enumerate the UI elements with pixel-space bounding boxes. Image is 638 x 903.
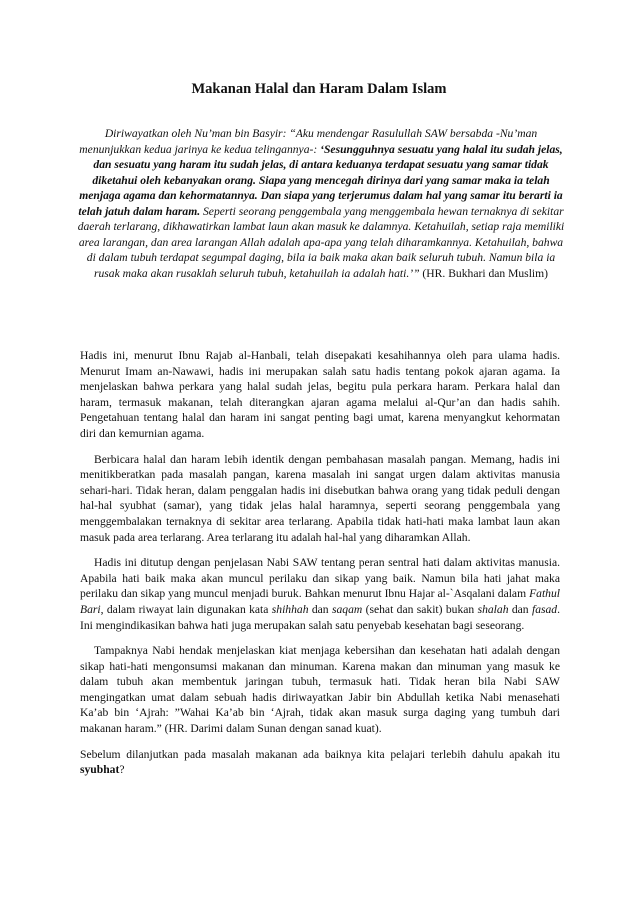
p3-term-shalah: shalah <box>477 602 509 616</box>
p3-text-b: , dalam riwayat lain digunakan kata <box>100 602 272 616</box>
document-body <box>80 348 560 788</box>
quote-rest: Seperti seorang penggembala yang menggembala hewan ternaknya di sekitar daerah terlarang, dikhawatirkan lambat laun akan masuk ke dalamnya. Ketahuilah, setiap raja memiliki area larangan, dan area larangan Allah adalah apa-apa yang telah diharamkannya. Ketahuilah, bahwa di dalam tubuh terdapat segumpal daging, bila ia baik maka akan baik seluruh tubuh. Namun bila ia rusak maka akan rusaklah seluruh tubuh, ketahuilah ia adalah hati.’” <box>77 204 565 280</box>
document-title: Makanan Halal dan Haram Dalam Islam <box>191 81 447 97</box>
p3-text-e: dan <box>508 602 532 616</box>
p3-text-a: Hadis ini ditutup dengan penjelasan Nabi SAW tentang peran sentral hati dalam aktivitas manusia. Apabila hati baik maka akan muncul perilaku dan sikap yang baik. Namun bila hati jahat maka perilaku dan sikap yang muncul menjadi buruk. Bahkan menurut Ibnu Hajar al-`Asqalani dalam <box>80 556 560 601</box>
paragraph-4: Tampaknya Nabi hendak menjelaskan kiat menjaga kebersihan dan kesehatan hati adalah dengan sikap hati-hati mengonsumsi makanan dan minuman. Karena makan dan minuman yang masuk ke dalam tubuh akan membentuk jaringan tubuh, termasuk hati. Tidak heran bila Nabi SAW mengingatkan umat dalam sebuah hadis diriwayatkan Jabir bin Abdullah ketika Nabi menasehati Ka’ab bin ‘Ajrah: ”Wahai Ka’ab bin ‘Ajrah, tidak akan masuk surga daging yang tumbuh dari makanan haram.” (HR. Darimi dalam Sunan dengan sanad kuat). <box>80 644 560 736</box>
p5-end: ? <box>119 763 125 777</box>
quote-emphasis: ‘Sesungguhnya sesuatu yang halal itu sudah jelas, dan sesuatu yang haram itu sudah jelas, di antara keduanya terdapat sesuatu yang samar tidak diketahui oleh kebanyakan orang. Siapa yang mencegah dirinya dari yang samar maka ia telah menjaga agama dan kehormatannya. Dan siapa yang terjerumus dalam hal yang samar itu berarti ia telah jatuh dalam haram. <box>78 142 563 218</box>
p3-term-fathul-bari: Fathul Bari <box>80 587 560 616</box>
p3-text-c: dan <box>308 602 332 616</box>
p3-term-saqam: saqam <box>331 602 363 616</box>
p5-text: Sebelum dilanjutkan pada masalah makanan ada baiknya kita pelajari terlebih dahulu apakah itu <box>80 747 560 761</box>
paragraph-3 <box>80 555 560 633</box>
paragraph-5 <box>80 747 560 778</box>
p5-term-syubhat: syubhat <box>80 763 120 777</box>
quote-source: (HR. Bukhari dan Muslim) <box>419 266 549 280</box>
p3-text-f: . Ini mengindikasikan bahwa hati juga merupakan salah satu penyebab kesehatan bagi seseorang. <box>80 602 560 632</box>
quote-intro: Diriwayatkan oleh Nu’man bin Basyir: “Aku mendengar Rasulullah SAW bersabda -Nu’man menunjukkan kedua jarinya ke kedua telingannya-: <box>79 127 538 156</box>
hadith-quote <box>76 126 566 281</box>
p3-text-d: (sehat dan sakit) bukan <box>362 602 478 616</box>
paragraph-1: Hadis ini, menurut Ibnu Rajab al-Hanbali, telah disepakati kesahihannya oleh para ulama hadis. Menurut Imam an-Nawawi, hadis ini merupakan salah satu hadis tentang pokok ajaran agama. Ia menjelaskan bahwa perkara yang halal sudah jelas, begitu pula perkara haram. Perkara halal dan haram, termasuk makanan, telah diterangkan ajaran agama melalui al-Qur’an dan hadis sahih. Pengetahuan tentang halal dan haram ini sangat penting bagi umat, karena menyangkut kehormatan diri dan kemurnian agama. <box>80 349 560 440</box>
paragraph-2: Berbicara halal dan haram lebih identik dengan pembahasan masalah pangan. Memang, hadis ini menitikberatkan pada masalah pangan, karena masalah ini sangat urgen dalam aktivitas manusia sehari-hari. Tidak heran, dalam penggalan hadis ini disebutkan bahwa orang yang tidak peduli dengan hal-hal syubhat (samar), yang tidak jelas halal haramnya, seperti seorang penggembala yang menggembalakan ternaknya di sekitar area terlarang. Apabila tidak hati-hati maka lambat laun akan masuk pada area terlarang. Area terlarang itu adalah hal-hal yang diharamkan Allah. <box>80 452 560 544</box>
p3-term-fasad: fasad <box>531 602 558 616</box>
p3-term-shihhah: shihhah <box>271 602 309 616</box>
